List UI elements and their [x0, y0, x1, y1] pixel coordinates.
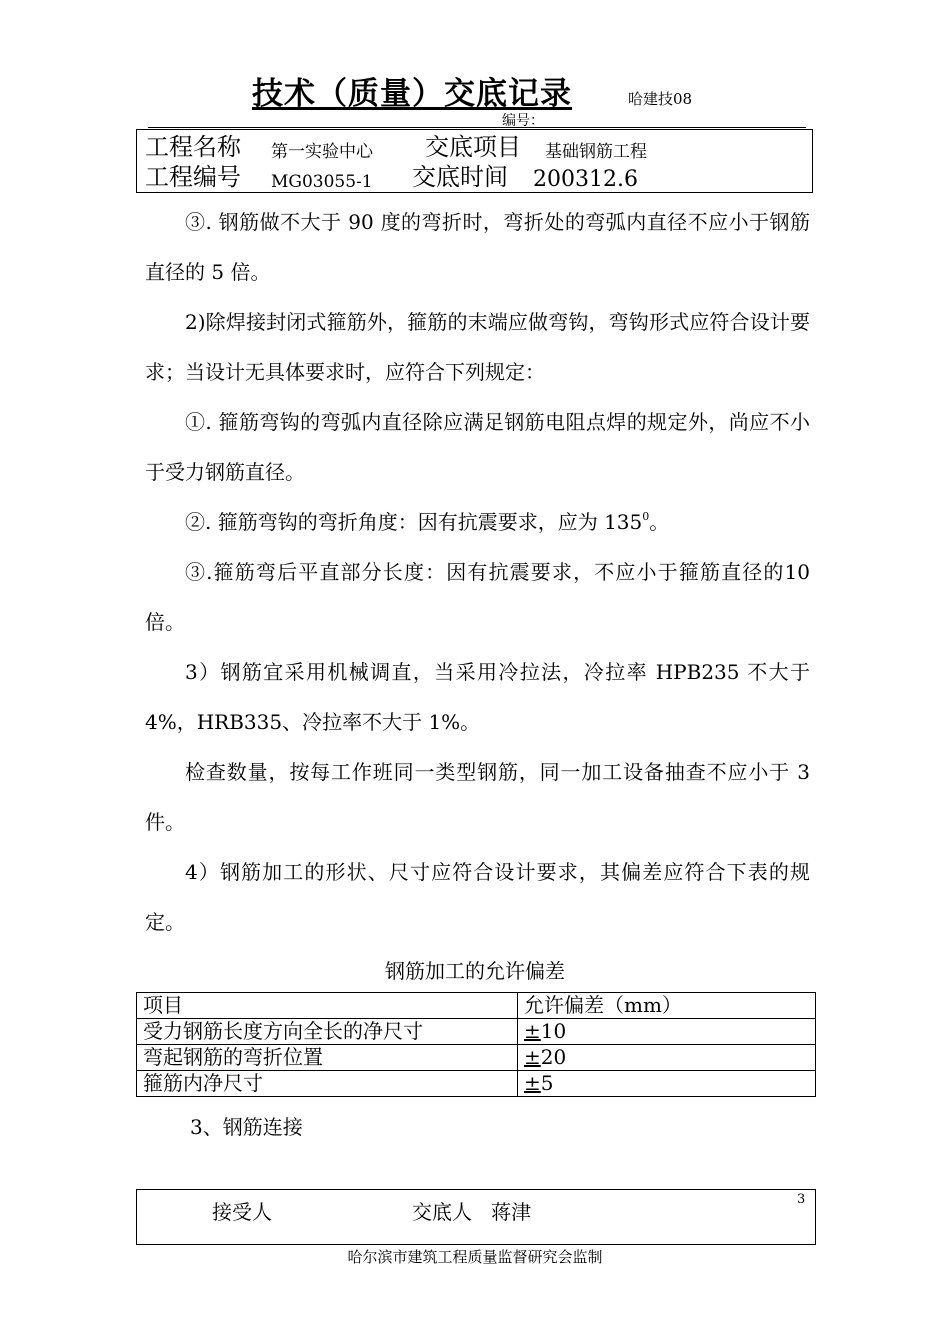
plus-minus-sign: ± [524, 1071, 541, 1095]
handover-time-value: 200312.6 [533, 167, 638, 192]
document-title: 技术（质量）交底记录 [252, 76, 572, 112]
table-cell-item: 弯起钢筋的弯折位置 [137, 1045, 518, 1071]
giver-label: 交底人 [412, 1200, 472, 1224]
tolerance-value: 5 [540, 1071, 554, 1095]
paragraph-7: 检查数量，按每工作班同一类型钢筋，同一加工设备抽查不应小于 3 件。 [145, 760, 810, 834]
project-no-label: 工程编号 [145, 163, 241, 191]
paragraph-1: ③. 钢筋做不大于 90 度的弯折时，弯折处的弯弧内直径不应小于钢筋直径的 5 倍。 [145, 210, 810, 284]
form-code: 哈建技08 [628, 90, 693, 108]
project-info-box [136, 129, 813, 193]
handover-item-value: 基础钢筋工程 [545, 142, 647, 162]
footer-supervisor: 哈尔滨市建筑工程质量监督研究会监制 [347, 1248, 603, 1266]
section-heading-3: 3、钢筋连接 [190, 1115, 303, 1139]
table-cell-tolerance [518, 1045, 816, 1071]
handover-time-label: 交底时间 [412, 163, 508, 191]
plus-minus-sign: ± [524, 1019, 541, 1043]
paragraph-6: 3）钢筋宜采用机械调直，当采用冷拉法，冷拉率 HPB235 不大于4%，HRB335、冷拉率不大于 1%。 [145, 660, 810, 734]
receiver-label: 接受人 [212, 1200, 272, 1224]
tolerance-value: 20 [540, 1045, 567, 1069]
table-cell-tolerance [518, 1071, 816, 1097]
table-cell-item: 箍筋内净尺寸 [137, 1071, 518, 1097]
degree-superscript: 0 [642, 510, 650, 523]
table-header-tolerance: 允许偏差（mm） [518, 993, 816, 1019]
table-header-row [137, 993, 816, 1019]
table-row [137, 1019, 816, 1045]
handover-item-label: 交底项目 [425, 133, 521, 161]
project-no-value: MG03055-1 [271, 172, 373, 192]
page-number: 3 [797, 1192, 806, 1207]
giver-signature [412, 1196, 531, 1225]
table-row [137, 1071, 816, 1097]
paragraph-5: ③.箍筋弯后平直部分长度：因有抗震要求，不应小于箍筋直径的10 倍。 [145, 560, 810, 634]
giver-name: 蒋津 [491, 1200, 532, 1224]
plus-minus-sign: ± [524, 1045, 541, 1069]
table-cell-item: 受力钢筋长度方向全长的净尺寸 [137, 1019, 518, 1045]
project-name-value: 第一实验中心 [271, 142, 373, 162]
paragraph-4-end: 。 [649, 510, 670, 534]
serial-number-label: 编号： [502, 113, 544, 129]
tolerance-value: 10 [540, 1019, 567, 1043]
paragraph-8: 4）钢筋加工的形状、尺寸应符合设计要求，其偏差应符合下表的规定。 [145, 860, 810, 934]
paragraph-2: 2)除焊接封闭式箍筋外，箍筋的末端应做弯钩，弯钩形式应符合设计要求；当设计无具体要求时，应符合下列规定： [145, 310, 810, 384]
paragraph-4-text: ②. 箍筋弯钩的弯折角度：因有抗震要求，应为 135 [185, 510, 643, 534]
paragraph-4 [145, 497, 810, 547]
body-text [145, 197, 810, 947]
table-row [137, 1045, 816, 1071]
table-title: 钢筋加工的允许偏差 [385, 959, 565, 983]
paragraph-3: ①. 箍筋弯钩的弯弧内直径除应满足钢筋电阻点焊的规定外，尚应不小于受力钢筋直径。 [145, 410, 810, 484]
project-name-label: 工程名称 [145, 133, 241, 161]
tolerance-table [136, 992, 816, 1097]
table-header-item: 项目 [137, 993, 518, 1019]
table-cell-tolerance [518, 1019, 816, 1045]
